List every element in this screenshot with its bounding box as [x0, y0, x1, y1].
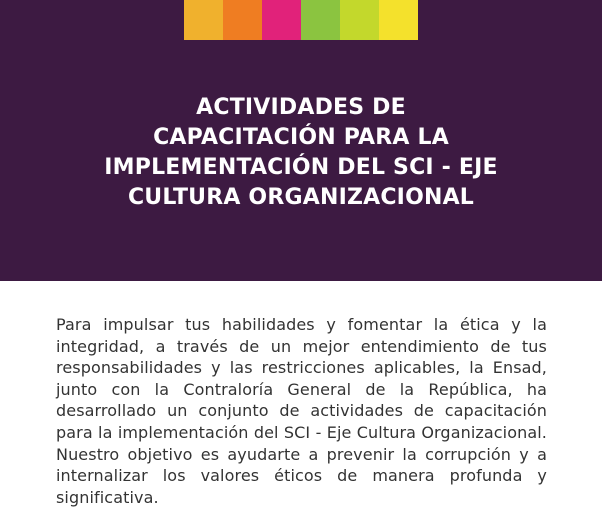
color-block-orange: [223, 0, 262, 40]
page-title: [60, 93, 542, 213]
color-block-yellow-orange: [184, 0, 223, 40]
color-block-green: [301, 0, 340, 40]
title-line: CULTURA ORGANIZACIONAL: [127, 185, 475, 210]
color-strip: [184, 0, 418, 40]
intro-paragraph: Para impulsar tus habilidades y fomentar la ética y la integridad, a través de un mejor entendimiento de tus responsabilidades y las restricciones aplicables, la Ensad, junto con la Contraloría General de la República, ha desarrollado un conjunto de actividades de capacitación para la implementación del SCI - Eje Cultura Organizacional. Nuestro objetivo es ayudarte a prevenir la corrupción y a internalizar los valores éticos de manera profunda y significativa.: [56, 315, 547, 507]
color-block-lime: [340, 0, 379, 40]
color-block-yellow: [379, 0, 418, 40]
title-line: CAPACITACIÓN PARA LA: [153, 125, 449, 150]
color-block-magenta: [262, 0, 301, 40]
title-line: IMPLEMENTACIÓN DEL SCI - EJE: [104, 155, 498, 180]
title-line: ACTIVIDADES DE: [196, 95, 406, 120]
